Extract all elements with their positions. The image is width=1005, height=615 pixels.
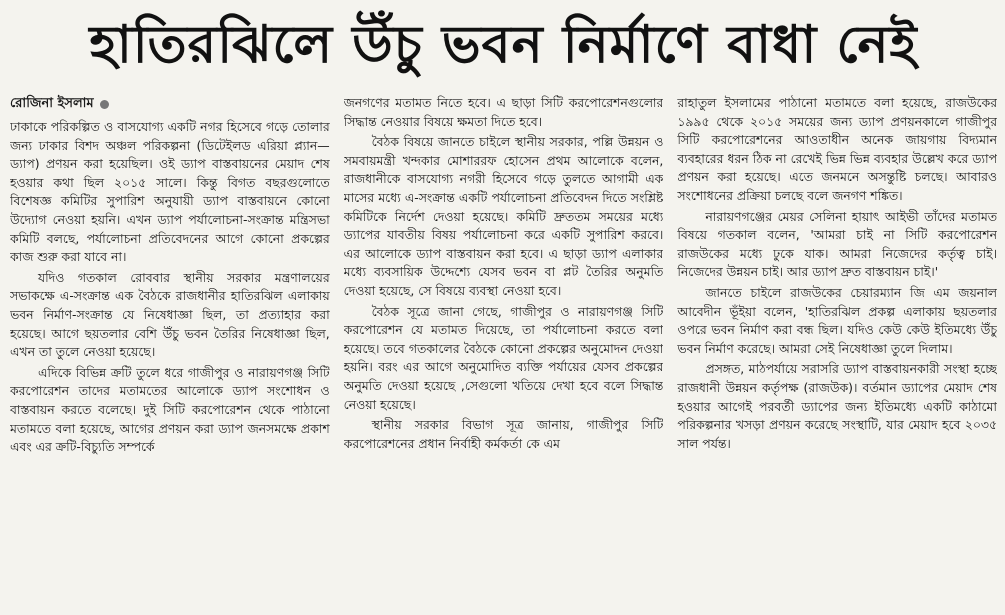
paragraph: জানতে চাইলে রাজউকের চেয়ারম্যান জি এম জয়নাল আবেদীন ভূঁইয়া বলেন, 'হাতিরঝিল প্রকল্প এলাকায় ছয়তলার ওপরে ভবন নির্মাণ করা বন্ধ ছিল। যদিও কেউ কেউ ইতিমধ্যে উঁচু ভবন নির্মাণ করেছে। আমরা সেই নিষেধাজ্ঞা তুলে দিলাম। (677, 284, 997, 356)
byline (10, 94, 330, 114)
headline: হাতিরঝিলে উঁচু ভবন নির্মাণে বাধা নেই (89, 15, 918, 75)
column-3 (677, 94, 997, 606)
paragraph: ঢাকাকে পরিকল্পিত ও বাসযোগ্য একটি নগর হিসেবে গড়ে তোলার জন্য ঢাকার বিশদ অঞ্চল পরিকল্পনা (ডিটেইলড এরিয়া প্ল্যান—ড্যাপ) প্রণয়ন করা হয়েছিল। ওই ড্যাপ বাস্তবায়নের মেয়াদ শেষ হওয়ার কথা ছিল ২০১৫ সালে। কিন্তু বিগত বছরগুলোতে বিশেষজ্ঞ কমিটির সুপারিশ অনুযায়ী ড্যাপ বাস্তবায়নে কোনো উদ্যোগ নেওয়া হয়নি। এখন ড্যাপ পর্যালোচনা-সংক্রান্ত মন্ত্রিসভা কমিটি বলছে, পর্যালোচনা প্রতিবেদনের আগে কোনো প্রকল্পের কাজ শুরু করা যাবে না। (10, 119, 330, 265)
paragraph: বৈঠক সূত্রে জানা গেছে, গাজীপুর ও নারায়ণগঞ্জ সিটি করপোরেশন যে মতামত দিয়েছে, তা পর্যালোচনা করতে বলা হয়েছে। তবে গতকালের বৈঠকে কোনো প্রকল্পের অনুমোদন দেওয়া হয়নি। বরং এর আগে অনুমোদিত ব্যক্তি পর্যায়ের যেসব প্রকল্পের অনুমতি দেওয়া হয়েছে ,সেগুলো খতিয়ে দেখা হবে বলে সিদ্ধান্ত নেওয়া হয়েছে। (343, 303, 664, 412)
paragraph: বৈঠক বিষয়ে জানতে চাইলে স্থানীয় সরকার, পল্লি উন্নয়ন ও সমবায়মন্ত্রী খন্দকার মোশাররফ হোসেন প্রথম আলোকে বলেন, রাজধানীকে বাসযোগ্য নগরী হিসেবে গড়ে তুলতে আগামী এক মাসের মধ্যে এ-সংক্রান্ত একটি পর্যালোচনা প্রতিবেদন দিতে সংশ্লিষ্ট কমিটিকে নির্দেশ দেওয়া হয়েছে। কমিটি দ্রুততম সময়ের মধ্যে ড্যাপের যাবতীয় বিষয় পর্যালোচনা করে একটি সুপারিশ করবে। এর আলোকে ড্যাপ বাস্তবায়ন করা হবে। এ ছাড়া ড্যাপ এলাকার মধ্যে ব্যবসায়িক উদ্দেশ্যে যেসব ভবন বা প্লট তৈরির অনুমতি দেওয়া হয়েছে, সে বিষয়ে ব্যবস্থা নেওয়া হবে। (343, 134, 664, 298)
column-1 (10, 94, 330, 606)
paragraph: যদিও গতকাল রোববার স্থানীয় সরকার মন্ত্রণালয়ের সভাকক্ষে এ-সংক্রান্ত এক বৈঠকে রাজধানীর হাতিরঝিল এলাকায় ভবন নির্মাণ-সংক্রান্ত যে নিষেধাজ্ঞা ছিল, তা প্রত্যাহার করা হয়েছে। আগে ছয়তলার বেশি উঁচু ভবন তৈরির নিষেধাজ্ঞা ছিল, এখন তা তুলে নেওয়া হয়েছে। (10, 269, 330, 360)
paragraph: জনগণের মতামত নিতে হবে। এ ছাড়া সিটি করপোরেশনগুলোর সিদ্ধান্ত নেওয়ার বিষয়ে ক্ষমতা দিতে হবে। (343, 95, 664, 129)
paragraph: রাহাতুল ইসলামের পাঠানো মতামতে বলা হয়েছে, রাজউকের ১৯৯৫ থেকে ২০১৫ সময়ের জন্য ড্যাপ প্রণয়নকালে গাজীপুর সিটি করপোরেশনের আওতাধীন অনেক জায়গায় বিদ্যমান ব্যবহারের ধরন ঠিক না রেখেই ভিন্ন ভিন্ন ব্যবহার উল্লেখ করে ড্যাপ প্রণয়ন করা হয়েছে। এতে জনমনে অসন্তুষ্টি চলছে। আবারও সংশোধনের প্রক্রিয়া চলছে বলে জনগণ শঙ্কিত। (677, 95, 997, 203)
article-body (10, 94, 997, 606)
bullet-icon (100, 100, 109, 109)
paragraph: প্রসঙ্গত, মাঠপর্যায়ে সরাসরি ড্যাপ বাস্তবায়নকারী সংস্থা হচ্ছে রাজধানী উন্নয়ন কর্তৃপক্ষ (রাজউক)। বর্তমান ড্যাপের মেয়াদ শেষ হওয়ার আগেই পরবর্তী ড্যাপের জন্য ইতিমধ্যে একটি কাঠামো পরিকল্পনার খসড়া প্রণয়ন করেছে সংস্থাটি, যার মেয়াদ হবে ২০৩৫ সাল পর্যন্ত। (677, 361, 997, 451)
column-2 (344, 94, 664, 606)
author-name: রোজিনা ইসলাম (10, 96, 94, 111)
paragraph: স্থানীয় সরকার বিভাগ সূত্র জানায়, গাজীপুর সিটি করপোরেশনের প্রধান নির্বাহী কর্মকর্তা কে এম (343, 417, 664, 451)
paragraph: এদিকে বিভিন্ন ক্রটি তুলে ধরে গাজীপুর ও নারায়ণগঞ্জ সিটি করপোরেশন তাদের মতামতের আলোকে ড্যাপ সংশোধন ও বাস্তবায়ন করতে বলেছে। দুই সিটি করপোরেশন থেকে পাঠানো মতামতে বলা হয়েছে, আগের প্রণয়ন করা ড্যাপ জনসমক্ষে প্রকাশ এবং এর ক্রটি-বিচ্যুতি সম্পর্কে (10, 364, 330, 455)
paragraph: নারায়ণগঞ্জের মেয়র সেলিনা হায়াৎ আইভী তাঁদের মতামত বিষয়ে গতকাল বলেন, 'আমরা চাই না সিটি করপোরেশন রাজউকের মধ্যে ঢুকে যাক। আমরা নিজেদের কর্তৃত্ব চাই। নিজেদের উন্নয়ন চাই। আর ড্যাপ দ্রুত বাস্তবায়ন চাই।' (677, 208, 997, 280)
